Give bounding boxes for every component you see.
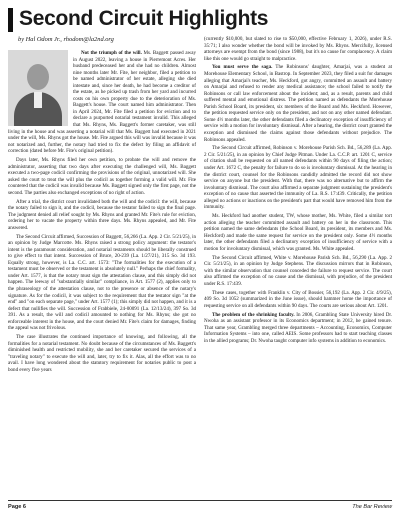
right-paragraphs: [204, 36, 392, 344]
photo-collar: [34, 92, 42, 108]
paragraph: [204, 255, 392, 288]
paragraph: [204, 36, 392, 62]
paragraph: [8, 234, 196, 332]
paragraph-text: The Second Circuit affirmed, Robinson v. Morehouse Parish Sch. Bd., 56,289 (La. App. 2 Cir. 5/21/25), in an opinion by Chief Judge Pitman. Under La. C.C.P. art. 1201 C, service of citation shall be requested on all named defendants within 90 days of filing the action; under Art. 1672 C, the penalty for failure to do so is involuntary dismissal. At the hearing in the district court, counsel for the Robinsons candidly admitted the record did not show service on anyone but the president. With that, there was no alternative but to affirm the involuntary dismissal. The court also affirmed a separate judgment sustaining the president's exception of no cause that asserted the immunity of La. R.S. 17:439. Critically, the petition alleged no actions or inactions on the president's part that would have removed him from the immunity.: [204, 145, 392, 211]
title-rule: [8, 8, 13, 32]
paragraph: [204, 290, 392, 310]
paragraph-text: The Robinsons' daughter, Amarjai, was a student at Morehouse Elementary School, in Bastrop. In September 2023, they filed a suit for damages alleging that Amarjai's teacher, Ms. Heckford, got angry, committed an assault and battery on Amarjai and refused to render any medical assistance; the school failed to notify the Robinsons or call law enforcement about the incident; and, as a result, parents and child suffered mental and emotional distress. The petition named as defendants the Morehouse Parish School Board, its president, six members of the Board and Ms. Heckford. However, the petition requested service only on the president, and not on any other named defendant. Some 4½ months later, the other defendants filed a declinatory exception of insufficiency of service with a motion for involuntary dismissal. After a hearing, the district court granted the exception and dismissed the claims against those defendants without prejudice. The Robinsons appealed.: [204, 64, 392, 143]
headline: [8, 6, 268, 32]
publication-name: The Bar Review: [352, 504, 392, 510]
paragraph-lead: Not the triumph of the will.: [81, 50, 142, 56]
page-number: Page 6: [8, 504, 27, 510]
paragraph-text: Ms. Heckford had another student, TW, whose mother, Ms. White, filed a similar tort action alleging the teacher committed assault and battery on her in the classroom. This petition named the same defendants (the School Board, its president, its members and Ms. Heckford) and made the same request for service on the president only. Some 4½ months later, the other defendants filed a declinatory exception of insufficiency of service with a motion for involuntary dismissal, which was granted. Ms. White appealed.: [204, 213, 392, 252]
paragraph-lead: You must serve the saga.: [212, 64, 273, 71]
paragraph-text: In 2006, Grambling State University hired Dr. Nwoha as an assistant professor in its Economics department; in 2012, he gained tenure. That same year, Grambling merged three departments – Accounting, Economics, Computer Information Systems – into one, called AEIS. Some professors had to start teaching classes in the allied programs; Dr. Nwoha taught computer info systems in addition to economics.: [204, 311, 392, 344]
paragraph: [8, 157, 196, 196]
left-column: [8, 50, 196, 376]
paragraph: [204, 312, 392, 345]
paragraph-text: The Second Circuit affirmed, White v. Morehouse Parish Sch. Bd., 56,290 (La. App. 2 Cir. 5/21/25), in an opinion by Judge Stephens. The discussion mirrors that in Robinson, with the similar observation that counsel conceded the failure to request service. The court also affirmed the exception of no cause and the dismissal, with prejudice, of the president under R.S. 17:439.: [204, 254, 392, 287]
paragraph-lead: The problem of the shrinking faculty.: [212, 311, 295, 318]
paragraph: [204, 64, 392, 143]
page-title: Second Circuit Highlights: [19, 7, 269, 30]
paragraph-text: After a trial, the district court invalidated both the will and the codicil: the will, because the notary failed to sign it, and the codicil, because the testator failed to sign the final page. The judgment denied all relief sought by Ms. Rhyns and granted Mr. Fite's rule for eviction, ordering her to vacate the property within three days. Ms. Rhyns appealed, and Mr. Fite answered.: [8, 198, 196, 231]
paragraph-text: Ms. Baggett passed away in August 2022, leaving a house in Pierremont Acres. Her husband predeceased her and she had no children. Almost nine months later Mr. Fite, her neighbor, filed a petition to be named administrator of her estate, alleging she died intestate and, since her death, he had become a creditor of the estate, as he picked up trash from her yard and incurred costs on his own property due to the deterioration of Ms. Baggett's house. The court named him administrator. Then in April 2024, Mr. Fite filed a petition for eviction and to declare a purported notarial testament invalid. This alleged that Ms. Rhyns, Ms. Baggett's former caretaker, was still living in the house and was asserting a notarial will that Ms. Baggett had executed in 2021 under the will, Ms. Rhyns got the house. Mr. Fite argued this will was invalid because it was not notarized and, further, the notary had tried to fix the defect by filing an affidavit of correction (dated before Mr. Fite's original petition).: [8, 50, 196, 155]
right-column: [204, 36, 392, 347]
paragraph: [204, 213, 392, 252]
author-photo: [8, 50, 68, 126]
paragraph-text: These cases, together with Franklin v. City of Bossier, 56,192 (La. App. 2 Cir. 4/9/25), 409 So. 3d 1052 (summarized in the June issue), should hammer home the importance of requesting service on all defendants within 90 days. The courts are serious about Art. 1201.: [204, 289, 392, 309]
paragraph-text: (currently $10,000, but slated to rise to $50,000, effective February 1, 2026), under R.S. 35:71; I also wonder whether the bond will be invoked by Ms. Rhyns. Mercifully, licensed attorneys are exempt from the bond (since 1988), but it's no cause for complacency. A claim like this one would go straight to malpractice.: [204, 36, 392, 62]
page-footer: [8, 500, 392, 513]
author-byline: by Hal Odom Jr., rhodom@la2nd.org: [18, 36, 114, 43]
paragraph-text: The case illustrates the continued importance of knowing, and following, all the formalities for a notarial testament. No doubt because of the circumstances of Ms. Baggett's diminished health and restricted mobility, she and her caretaker secured the services of a "traveling notary" to execute the will and, later, try to fix it. Alas, all the effort was to no avail. I have long wondered about the statutory requirement for notaries public to post a bond every five years: [8, 334, 196, 373]
photo-head: [27, 64, 49, 90]
paragraph-text: The Second Circuit affirmed, Succession of Baggett, 56,266 (La. App. 2 Cir. 5/21/25), in an opinion by Judge Marcotte. Ms. Rhyns raised a strong policy argument: the testator's intent is the paramount consideration, and notarial testaments should be liberally construed to give effect to that intent. Succession of Bruce, 20-239 (La. 1/27/21), 315 So. 3d 193. Equally strong, however, is La. C.C. art. 1573: "The formalities for the execution of a testament must be observed or the testament is absolutely null." Perhaps the chief formality, under Art. 1577, is that the notary must sign the attestation clause, and this simply did not happen. The leeway of "substantially similar" compliance, in Art. 1577 (2), applies only to the phraseology of the attestation clause, not to the presence or absence of the notary's signature. As for the codicil, it was subject to the requirement that the testator sign "at the end" and "on each separate page," under Art. 1577 (1); this simply did not happen, and it is a defect that nullifies the will. Succession of Frabbiele, 24-00091 (La. 12/13/24), 397 So. 3d 391. As a result, the will and codicil amounted to nothing for Ms. Rhyns; she got no enforceable interest in the house, and the court denied Mr. Fite's claim for damages, finding the appeal was not frivolous.: [8, 233, 196, 332]
paragraph: [8, 199, 196, 232]
paragraph-text: Days later, Ms. Rhyns filed her own petition, to probate the will and remove the administrator, asserting that two days after executing the challenged will, Ms. Baggett executed a two-page codicil confirming the provisions of the original, unnotarized will. She asked the court to treat the will plus the codicil as together forming a valid will. Mr. Fite countered that the codicil was invalid because Ms. Baggett signed only the first page, not the second. The parties also exchanged exceptions of no right of action.: [8, 157, 196, 196]
paragraph: [204, 145, 392, 210]
paragraph: [8, 334, 196, 373]
